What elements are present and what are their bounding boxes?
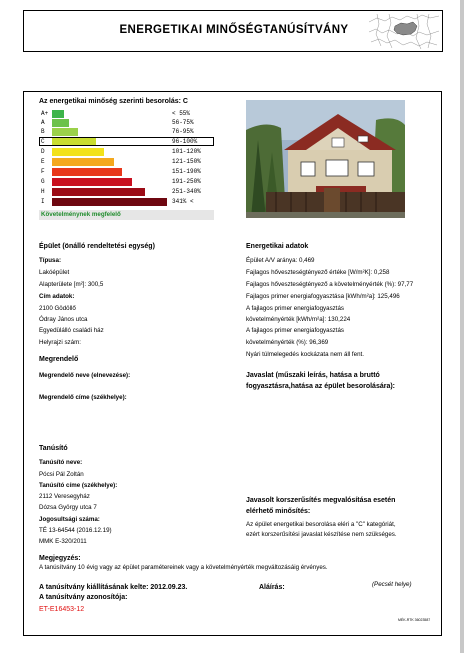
class-bar-i <box>52 198 167 206</box>
class-range: 151-190% <box>172 168 201 175</box>
proposal-heading-2: fogyasztásra,hatása az épület besorolására): <box>246 383 396 390</box>
class-range: 76-95% <box>172 128 194 135</box>
class-range: 251-340% <box>172 188 201 195</box>
class-letter: F <box>41 168 45 175</box>
current-class-marker <box>39 137 214 146</box>
class-letter: I <box>41 198 45 205</box>
class-letter: D <box>41 148 45 155</box>
class-range: 341% < <box>172 198 194 205</box>
req-primary-line-1: A fajlagos primer energiafogyasztás <box>246 305 345 312</box>
signature-label: Aláírás: <box>259 584 285 591</box>
notes-heading: Megjegyzés: <box>39 555 81 562</box>
client-address-label: Megrendelő címe (székhelye): <box>39 394 127 401</box>
class-range: 121-150% <box>172 158 201 165</box>
req-pct-line-1: A fajlagos primer energiafogyasztás <box>246 327 345 334</box>
client-heading: Megrendelő <box>39 356 79 363</box>
certifier-address-line-1: 2112 Veresegyház <box>39 493 90 500</box>
req-pct-line-2: követelményérték (%): 96,369 <box>246 339 329 346</box>
class-bar-b <box>52 128 78 136</box>
class-letter: E <box>41 158 45 165</box>
av-ratio: Épület A/V aránya: 0,469 <box>246 257 315 264</box>
recommendation-text-2: ezért korszerűsítési javaslat készítése nem szükséges. <box>246 531 397 538</box>
recommendation-heading-1: Javasolt korszerűsítés megvalósítása esetén <box>246 497 396 504</box>
class-bar-h <box>52 188 145 196</box>
class-bar-e <box>52 158 114 166</box>
hungary-map-icon <box>367 12 441 50</box>
class-letter: A <box>41 119 45 126</box>
building-type-value: Lakóépület <box>39 269 70 276</box>
client-name-label: Megrendelő neve (elnevezése): <box>39 372 131 379</box>
license-label: Jogosultsági száma: <box>39 516 100 523</box>
class-bar-g <box>52 178 132 186</box>
header-box <box>23 10 443 52</box>
license-line-1: TÉ 13-64544 (2016.12.19) <box>39 527 112 534</box>
stamp-label: (Pecsét helye) <box>372 581 412 588</box>
page-edge-shadow <box>460 0 464 653</box>
address-line-2: Ódray János utca <box>39 316 88 323</box>
req-primary-line-2: követelményérték [kWh/m²a]: 130,224 <box>246 316 351 323</box>
page-title: ENERGETIKAI MINŐSÉGTANÚSÍTVÁNY <box>119 24 349 36</box>
certifier-heading: Tanúsító <box>39 445 68 452</box>
certificate-id-value: ET-E16453-12 <box>39 606 85 613</box>
primary-energy: Fajlagos primer energiafogyasztása [kWh/m²a]: 125,496 <box>246 293 400 300</box>
building-area: Alapterülete [m²]: 300,5 <box>39 281 104 288</box>
recommendation-text-1: Az épület energetikai besorolása eléri a "C" kategóriát, <box>246 521 396 528</box>
class-range: < 55% <box>172 110 191 117</box>
class-bar-a <box>52 119 69 127</box>
certifier-address-label: Tanúsító címe (székhelye): <box>39 482 118 489</box>
license-line-2: MMK E-320/2011 <box>39 538 87 545</box>
certifier-address-line-2: Dózsa György utca 7 <box>39 504 97 511</box>
house-photo <box>246 100 405 218</box>
class-bar-f <box>52 168 122 176</box>
issue-date: A tanúsítvány kiállításának kelte: 2012.09.23. <box>39 584 188 591</box>
certifier-name-label: Tanúsító neve: <box>39 459 83 466</box>
summer-risk: Nyári túlmelegedés kockázata nem áll fent. <box>246 351 364 358</box>
building-heading: Épület (önálló rendeltetési egység) <box>39 243 155 250</box>
lot-number-label: Helyrajzi szám: <box>39 339 81 346</box>
class-letter: C <box>41 138 45 145</box>
class-letter: B <box>41 128 45 135</box>
class-range: 191-250% <box>172 178 201 185</box>
class-bar-d <box>52 148 104 156</box>
class-range: 96-100% <box>172 138 198 145</box>
loss-factor-pct: Fajlagos hőveszteségtényező a követelményérték (%): 97,77 <box>246 281 414 288</box>
certifier-name-value: Pócsi Pál Zoltán <box>39 471 84 478</box>
building-type-label: Típusa: <box>39 257 62 264</box>
class-range: 56-75% <box>172 119 194 126</box>
certificate-id-label: A tanúsítvány azonosítója: <box>39 594 128 601</box>
rating-heading: Az energetikai minőség szerinti besorolás: C <box>39 98 188 105</box>
class-bar-a-plus <box>52 110 64 118</box>
requirement-label: Követelménynek megfelelő <box>41 211 121 218</box>
class-range: 101-120% <box>172 148 201 155</box>
building-kind: Egyedülálló családi ház <box>39 327 104 334</box>
address-label: Cím adatok: <box>39 293 75 300</box>
loss-factor: Fajlagos hőveszteségtényező értéke [W/m²K]: 0,258 <box>246 269 390 276</box>
class-letter: G <box>41 178 45 185</box>
proposal-heading-1: Javaslat (műszaki leírás, hatása a bruttó <box>246 372 380 379</box>
notes-text: A tanúsítvány 10 évig vagy az épület paramétereinek vagy a követelményérték megváltozásáig érvényes. <box>39 564 328 571</box>
energy-heading: Energetikai adatok <box>246 243 309 250</box>
class-letter: A+ <box>41 110 49 117</box>
recommendation-heading-2: elérhető minősítés: <box>246 508 311 515</box>
class-letter: H <box>41 188 45 195</box>
address-line-1: 2100 Gödöllő <box>39 305 76 312</box>
footer-code: MÉK-RTK 36023587 <box>398 618 431 622</box>
